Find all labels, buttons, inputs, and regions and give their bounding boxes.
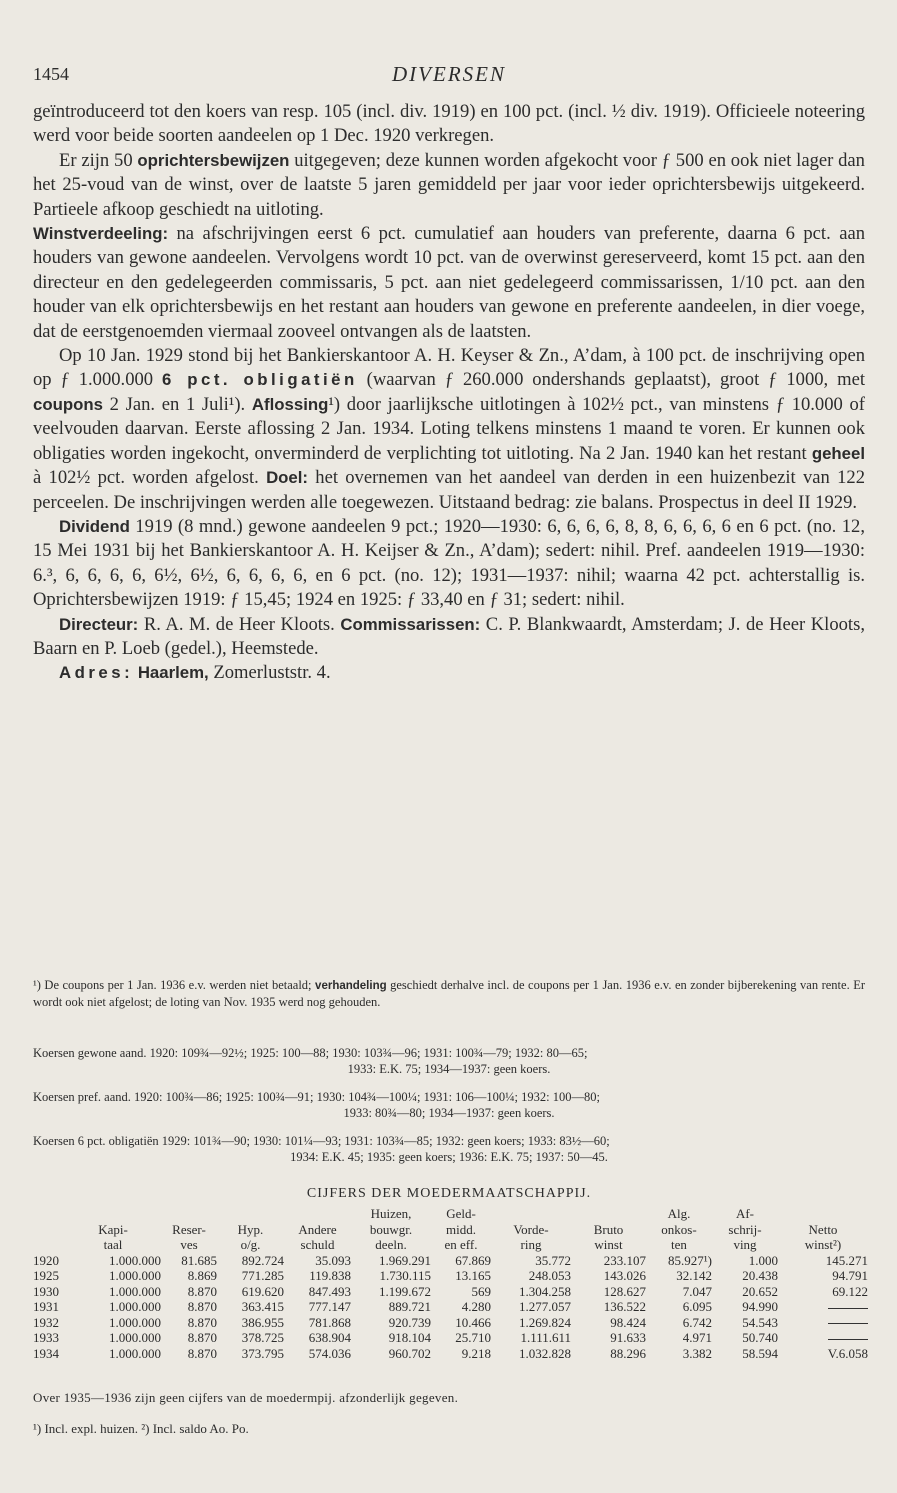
- koersen-line: 1933: E.K. 75; 1934—1937: geen koers.: [347, 1061, 551, 1076]
- header-cell: bouwgr.: [369, 1221, 413, 1237]
- value-cell: 781.868: [308, 1314, 351, 1330]
- paragraph-dividend: [33, 515, 865, 613]
- value-cell: 94.990: [742, 1299, 778, 1314]
- value-cell: 119.838: [309, 1268, 351, 1283]
- value-cell: 8.870: [187, 1299, 217, 1314]
- page-number: 1454: [33, 64, 69, 84]
- term-haarlem: Haarlem,: [137, 663, 209, 683]
- header-cell: [778, 1206, 868, 1222]
- header-cell: [161, 1206, 217, 1222]
- value-cell: 1.969.291: [379, 1252, 431, 1268]
- value-cell: 777.147: [308, 1299, 351, 1314]
- text-run: ¹) De coupons per 1 Jan. 1936 e.v. werden niet betaald;: [33, 978, 316, 992]
- koersen-line: 1934: E.K. 45; 1935: geen koers; 1936: E.K. 75; 1937: 50—45.: [290, 1149, 608, 1164]
- value-cell: 1.111.611: [520, 1330, 571, 1345]
- value-cell: 8.870: [187, 1345, 217, 1361]
- table-header-row: [33, 1206, 868, 1222]
- year-cell: 1925: [33, 1268, 59, 1283]
- value-cell: 918.104: [388, 1330, 431, 1345]
- value-cell: 58.594: [742, 1345, 778, 1361]
- text-run: het overnemen van het aandeel van derden in een huizenbezit van 122 perceelen. De inschrijvingen werden alle toegewezen. Uitstaand bedrag: zie balans. Prospectus in deel II 1929.: [33, 467, 865, 513]
- text-run: na afschrijvingen eerst 6 pct. cumulatief aan houders van preferente, daarna 6 pct. aan houders van gewone aandeelen. Vervolgens wordt 10 pct. van de overwinst gereserveerd, komt 15 pct. aan den directeur en den gedelegeerden commissaris, 5 pct. aan niet gedelegeerd commissarissen, 1/10 pct. aan den houder van elk oprichtersbewijs en het restant aan houders van gewone en preferente aandeelen, in dier voege, dat de eerstgenoemden viermaal zooveel ontvangen als de laatsten.: [33, 223, 865, 342]
- value-cell: 4.280: [461, 1299, 491, 1314]
- table-row: [33, 1284, 868, 1300]
- text-run: 2 Jan. en 1 Juli¹).: [102, 393, 252, 415]
- koersen-line: Koersen pref. aand. 1920: 100¾—86; 1925: 100¾—91; 1930: 104¾—100¼; 1931: 106—100¼; 1932: 100—80;: [33, 1090, 600, 1104]
- header-cell: [33, 1222, 65, 1238]
- header-cell: [65, 1206, 161, 1222]
- value-cell: 25.710: [455, 1330, 491, 1345]
- empty-dash-cell: [778, 1330, 868, 1346]
- year-cell: 1931: [33, 1299, 59, 1314]
- table-row: [33, 1346, 868, 1362]
- value-cell: 1.000.000: [109, 1345, 161, 1361]
- text-run: Op 10 Jan. 1929 stond bij het Bankierskantoor A. H. Keyser & Zn., A’dam, à 100 pct. de inschrijving open op ƒ 1.000.000: [33, 345, 865, 391]
- value-cell: 8.870: [187, 1330, 217, 1345]
- value-cell: 1.000.000: [109, 1268, 161, 1283]
- dash-line: [828, 1308, 868, 1309]
- header-cell: ving: [733, 1237, 757, 1252]
- value-cell: 8.870: [187, 1314, 217, 1330]
- paragraph-directie: [33, 613, 865, 662]
- header-cell: Netto: [808, 1221, 838, 1237]
- value-cell: 85.927¹): [668, 1252, 712, 1268]
- value-cell: 88.296: [610, 1345, 646, 1361]
- term-directeur: Directeur:: [59, 614, 139, 634]
- text-run: (waarvan ƒ 260.000 ondershands geplaatst), groot ƒ 1000, met: [357, 369, 865, 391]
- cijfers-table: [33, 1206, 868, 1361]
- value-cell: 91.633: [610, 1330, 646, 1345]
- value-cell: 1.000.000: [109, 1252, 161, 1268]
- dash-line: [828, 1323, 868, 1324]
- table-row: [33, 1315, 868, 1331]
- value-cell: 13.165: [455, 1268, 491, 1283]
- value-cell: 145.271: [825, 1252, 868, 1268]
- header-cell: ring: [520, 1237, 542, 1252]
- value-cell: 8.869: [187, 1268, 217, 1283]
- text-run: R. A. M. de Heer Kloots.: [138, 613, 341, 635]
- value-cell: 94.791: [832, 1268, 868, 1283]
- koersen-obligaties: [33, 1134, 865, 1165]
- value-cell: 233.107: [603, 1252, 646, 1268]
- header-cell: onkos-: [661, 1221, 697, 1237]
- term-verhandeling: verhandeling: [315, 980, 387, 992]
- header-cell: schuld: [300, 1237, 335, 1252]
- text-run: 1919 (8 mnd.) gewone aandeelen 9 pct.; 1920—1930: 6, 6, 6, 6, 8, 8, 6, 6, 6, 6 en 6 pct. (no. 12, 15 Mei 1931 bij het Bankierskantoor A. H. Keijser & Zn., A’dam); sedert: nihil. Pref. aandeelen 1919—1930: 6.³, 6, 6, 6, 6, 6½, 6½, 6, 6, 6, 6, en 6 pct. (no. 12); 1931—1937: nihil; waarna 42 pct. achterstallig is. Oprichtersbewijzen 1919: ƒ 15,45; 1924 en 1925: ƒ 33,40 en ƒ 31; sedert: nihil.: [33, 515, 865, 611]
- header-cell: [571, 1206, 646, 1222]
- year-cell: 1930: [33, 1283, 59, 1299]
- header-cell: [284, 1206, 351, 1222]
- value-cell: 847.493: [308, 1283, 351, 1299]
- term-coupons: coupons: [33, 394, 103, 414]
- dash-line: [828, 1339, 868, 1340]
- value-cell: 54.543: [742, 1314, 778, 1330]
- koersen-line: Koersen 6 pct. obligatiën 1929: 101¾—90; 1930: 101¼—93; 1931: 103¾—85; 1932: geen koers; 1933: 83½—60;: [33, 1134, 610, 1148]
- header-cell: schrij-: [728, 1221, 762, 1237]
- value-cell: 386.955: [241, 1314, 284, 1330]
- text-run: geschiedt derhalve incl. de coupons per 1 Jan. 1936 e.v. en zonder bijberekening van rente. Er wordt ook niet afgelost; de loting van Nov. 1935 werd nog gehouden.: [33, 978, 865, 1009]
- running-title: DIVERSEN: [392, 62, 506, 86]
- paragraph-adres: [33, 661, 865, 685]
- value-cell: 4.971: [682, 1330, 712, 1345]
- year-cell: 1934: [33, 1345, 59, 1361]
- table-title: CIJFERS DER MOEDERMAATSCHAPPIJ.: [306, 1186, 592, 1201]
- value-cell: 1.304.258: [519, 1283, 571, 1299]
- header-cell: ves: [180, 1237, 198, 1252]
- value-cell: 889.721: [388, 1299, 431, 1314]
- value-cell: 619.620: [241, 1283, 284, 1299]
- value-cell: 1.000.000: [109, 1299, 161, 1314]
- term-doel: Doel:: [266, 468, 309, 488]
- value-cell: 35.093: [315, 1252, 351, 1268]
- koersen-line: 1933: 80¾—80; 1934—1937: geen koers.: [343, 1105, 555, 1120]
- text-run: uitgegeven; deze kunnen worden afgekocht voor ƒ 500 en ook niet lager dan het 25-voud van de winst, over de laatste 5 jaren gemiddeld per jaar voor ieder oprichtersbewijs uitgekeerd. Partieele afkoop geschiedt na uitloting.: [33, 149, 865, 220]
- header-cell: taal: [103, 1237, 123, 1252]
- paragraph-oprichtersbewijzen: [33, 149, 865, 222]
- main-text: [33, 100, 865, 686]
- koersen-line: Koersen gewone aand. 1920: 109¾—92½; 1925: 100—88; 1930: 103¾—96; 1931: 100¾—79; 1932: 80—65;: [33, 1046, 588, 1060]
- value-cell: 574.036: [308, 1345, 351, 1361]
- value-cell: 378.725: [241, 1330, 284, 1345]
- header-cell: Af-: [735, 1206, 755, 1221]
- term-obligatien: 6 pct. obligatiën: [162, 370, 358, 390]
- empty-dash-cell: [778, 1315, 868, 1331]
- value-cell: 35.772: [535, 1252, 571, 1268]
- value-cell: 7.047: [682, 1283, 712, 1299]
- koersen-gewone: [33, 1046, 865, 1077]
- header-cell: Huizen,: [370, 1206, 412, 1221]
- table-note: Over 1935—1936 zijn geen cijfers van de moedermpij. afzonderlijk gegeven.: [33, 1390, 459, 1405]
- value-cell: 1.730.115: [379, 1268, 431, 1283]
- value-cell: 1.199.672: [379, 1283, 431, 1299]
- header-cell: [217, 1206, 284, 1222]
- header-cell: ten: [671, 1237, 687, 1252]
- value-cell: V.6.058: [827, 1345, 868, 1361]
- footnote-coupons: [33, 978, 865, 1010]
- header-cell: Vorde-: [513, 1221, 549, 1237]
- text-run: à 102½ pct. worden afgelost.: [33, 467, 267, 489]
- value-cell: 10.466: [455, 1314, 491, 1330]
- value-cell: 81.685: [181, 1252, 217, 1268]
- header-cell: [491, 1206, 571, 1222]
- value-cell: 248.053: [528, 1268, 571, 1283]
- table-header-row: [33, 1237, 868, 1253]
- year-cell: 1932: [33, 1314, 59, 1330]
- value-cell: 128.627: [603, 1283, 646, 1299]
- table-body: [33, 1253, 868, 1362]
- value-cell: 9.218: [461, 1345, 491, 1361]
- value-cell: 363.415: [241, 1299, 284, 1314]
- paragraph-intro: geïntroduceerd tot den koers van resp. 105 (incl. div. 1919) en 100 pct. (incl. ½ div. 1919). Officieele noteering werd voor beide soorten aandeelen op 1 Dec. 1920 verkregen.: [33, 101, 865, 147]
- paragraph-obligaties: [33, 344, 865, 515]
- value-cell: 771.285: [241, 1268, 284, 1283]
- value-cell: 920.739: [388, 1314, 431, 1330]
- value-cell: 638.904: [308, 1330, 351, 1345]
- text-run: ¹) door jaarlijksche uitlotingen à 102½ pct., van minstens ƒ 10.000 of veelvouden daarvan. Eerste aflossing 2 Jan. 1934. Loting telkens minstens 1 maand te voren. Er kunnen ook obligaties worden ingekocht, onverminderd de verplichting tot uitloting. Na 2 Jan. 1940 kan het restant: [33, 393, 865, 464]
- value-cell: 32.142: [676, 1268, 712, 1283]
- header-cell: o/g.: [240, 1237, 261, 1252]
- header-cell: deeln.: [375, 1237, 407, 1252]
- text-run: Zomerluststr. 4.: [208, 662, 331, 684]
- year-cell: 1920: [33, 1252, 59, 1268]
- term-adres: Adres:: [59, 663, 134, 683]
- header-cell: Reser-: [172, 1221, 206, 1237]
- value-cell: 1.000: [748, 1252, 778, 1268]
- header-cell: Hyp.: [237, 1221, 264, 1237]
- value-cell: 1.000.000: [109, 1314, 161, 1330]
- term-dividend: Dividend: [59, 516, 130, 536]
- value-cell: 8.870: [187, 1283, 217, 1299]
- value-cell: 6.095: [682, 1299, 712, 1314]
- value-cell: 98.424: [610, 1314, 646, 1330]
- term-geheel: geheel: [811, 443, 865, 463]
- value-cell: 1.000.000: [109, 1283, 161, 1299]
- value-cell: 960.702: [388, 1345, 431, 1361]
- text-run: Er zijn 50: [59, 149, 138, 171]
- table-row: [33, 1268, 868, 1284]
- table-header: [33, 1206, 868, 1253]
- value-cell: 1.269.824: [519, 1314, 571, 1330]
- text-run: C. P. Blankwaardt, Amsterdam; J. de Heer Kloots, Baarn en P. Loeb (gedel.), Heemstede.: [33, 613, 865, 659]
- term-aflossing: Aflossing: [251, 394, 329, 414]
- header-cell: en eff.: [444, 1237, 478, 1252]
- header-cell: Kapi-: [98, 1221, 128, 1237]
- value-cell: 136.522: [603, 1299, 646, 1314]
- value-cell: 373.795: [241, 1345, 284, 1361]
- value-cell: 1.032.828: [519, 1345, 571, 1361]
- header-cell: [33, 1237, 65, 1253]
- table-footnote: ¹) Incl. expl. huizen. ²) Incl. saldo Ao. Po.: [33, 1421, 249, 1436]
- term-oprichtersbewijzen: oprichtersbewijzen: [137, 150, 290, 170]
- value-cell: 67.869: [455, 1252, 491, 1268]
- header-cell: winst²): [804, 1237, 842, 1252]
- value-cell: 6.742: [682, 1314, 712, 1330]
- empty-dash-cell: [778, 1299, 868, 1315]
- header-cell: Bruto: [593, 1221, 624, 1237]
- table-row: [33, 1253, 868, 1269]
- header-cell: winst: [594, 1237, 623, 1252]
- value-cell: 50.740: [742, 1330, 778, 1345]
- value-cell: 1.000.000: [109, 1330, 161, 1345]
- value-cell: 20.438: [742, 1268, 778, 1283]
- header-cell: [33, 1206, 65, 1222]
- value-cell: 892.724: [241, 1252, 284, 1268]
- year-cell: 1933: [33, 1330, 59, 1345]
- page-header: [33, 62, 865, 88]
- header-cell: Alg.: [667, 1206, 691, 1221]
- header-cell: Andere: [298, 1221, 337, 1237]
- value-cell: 3.382: [682, 1345, 712, 1361]
- table-header-row: [33, 1222, 868, 1238]
- value-cell: 20.652: [742, 1283, 778, 1299]
- value-cell: 143.026: [603, 1268, 646, 1283]
- header-cell: Geld-: [446, 1206, 476, 1221]
- value-cell: 69.122: [832, 1283, 868, 1299]
- value-cell: 569: [471, 1283, 491, 1299]
- term-winstverdeeling: Winstverdeeling:: [33, 224, 169, 244]
- header-cell: midd.: [446, 1221, 476, 1237]
- paragraph-winstverdeeling: [33, 222, 865, 344]
- term-commissarissen: Commissarissen:: [340, 614, 481, 634]
- table-row: [33, 1330, 868, 1346]
- table-row: [33, 1299, 868, 1315]
- koersen-pref: [33, 1090, 865, 1121]
- value-cell: 1.277.057: [519, 1299, 571, 1314]
